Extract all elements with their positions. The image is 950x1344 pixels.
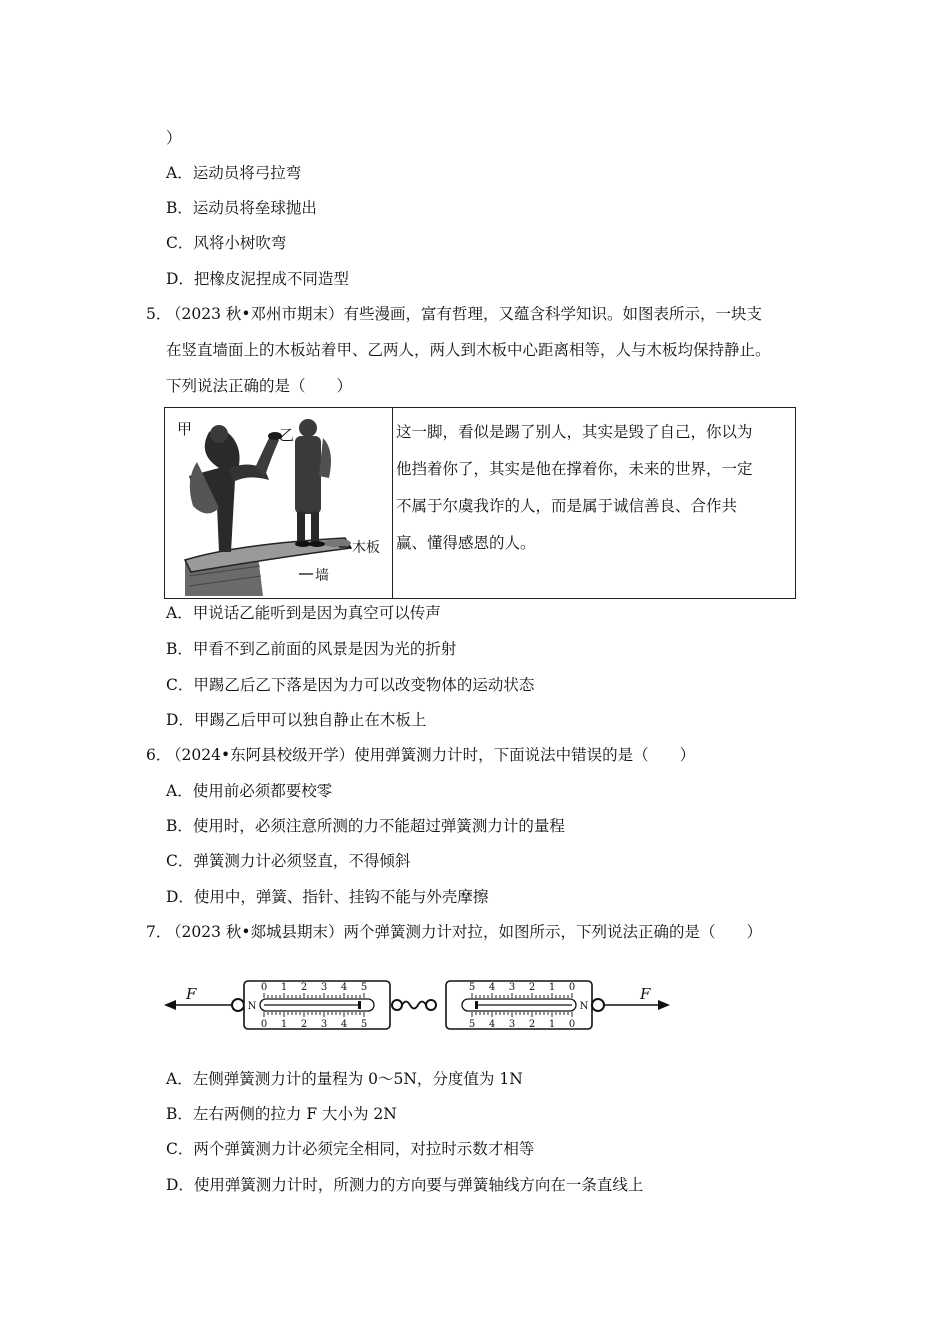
caption-line: 赢、懂得感恩的人。 [396,534,536,552]
q6-option-c[interactable]: C．弹簧测力计必须竖直，不得倾斜 [166,852,411,870]
comic-image [167,410,391,596]
unit-label-right: N [579,1001,589,1012]
q5-number: 5． [146,305,172,323]
tick-label: 5 [360,982,368,993]
label-board: 木板 [352,540,380,556]
tick-label: 1 [280,1019,288,1030]
spring-scales-figure [160,975,680,1037]
q6-option-d[interactable]: D．使用中，弹簧、指针、挂钩不能与外壳摩擦 [166,888,489,906]
label-wall: 墙 [315,568,329,584]
q5-option-a[interactable]: A．甲说话乙能听到是因为真空可以传声 [166,604,441,622]
q5-option-d[interactable]: D．甲踢乙后甲可以独自静止在木板上 [166,711,427,729]
caption-line: 不属于尔虞我诈的人，而是属于诚信善良、合作共 [396,497,738,515]
tick-label: 4 [488,982,496,993]
tick-label: 2 [528,1019,536,1030]
hook-link-icon [402,1002,426,1009]
left-arrow-icon [164,1000,176,1010]
q6-stem: （2024•东阿县校级开学）使用弹簧测力计时，下面说法中错误的是（ ） [166,746,696,764]
q5-option-c[interactable]: C．甲踢乙后乙下落是因为力可以改变物体的运动状态 [166,676,535,694]
tick-label: 5 [468,982,476,993]
q7-option-b[interactable]: B．左右两侧的拉力 F 大小为 2N [166,1105,397,1123]
tick-label: 4 [340,982,348,993]
q6-option-a[interactable]: A．使用前必须都要校零 [166,782,333,800]
tick-label: 3 [320,982,328,993]
q5-stem-line3: 下列说法正确的是（ ） [166,377,353,395]
q4-option-a[interactable]: A．运动员将弓拉弯 [166,164,302,182]
q6-number: 6． [146,746,172,764]
unit-label-left: N [247,1001,257,1012]
q6-option-b[interactable]: B．使用时，必须注意所测的力不能超过弹簧测力计的量程 [166,817,565,835]
q4-option-b[interactable]: B．运动员将垒球抛出 [166,199,317,217]
right-arrow-icon [658,1000,670,1010]
label-yi: 乙 [279,426,295,444]
label-jia: 甲 [177,420,193,438]
tick-label: 0 [260,982,268,993]
tick-label: 0 [568,982,576,993]
tick-label: 0 [568,1019,576,1030]
tick-label: 5 [468,1019,476,1030]
tick-label: 3 [508,1019,516,1030]
q7-option-d[interactable]: D．使用弹簧测力计时，所测力的方向要与弹簧轴线方向在一条直线上 [166,1176,644,1194]
tick-label: 2 [528,982,536,993]
force-label-left: F [186,985,197,1003]
caption-line: 这一脚，看似是踢了别人，其实是毁了自己，你以为 [396,423,753,441]
table-divider [392,408,393,598]
prev-question-tail: ） [166,129,182,147]
force-label-right: F [640,985,651,1003]
q7-number: 7． [146,923,172,941]
q7-stem: （2023 秋•郯城县期末）两个弹簧测力计对拉，如图所示，下列说法正确的是（ ） [166,923,763,941]
q4-option-d[interactable]: D．把橡皮泥捏成不同造型 [166,270,349,288]
tick-label: 1 [548,1019,556,1030]
q7-option-a[interactable]: A．左侧弹簧测力计的量程为 0～5N，分度值为 1N [166,1070,523,1088]
tick-label: 4 [488,1019,496,1030]
q4-option-c[interactable]: C．风将小树吹弯 [166,234,287,252]
tick-label: 3 [508,982,516,993]
tick-label: 0 [260,1019,268,1030]
tick-label: 5 [360,1019,368,1030]
q5-option-b[interactable]: B．甲看不到乙前面的风景是因为光的折射 [166,640,457,658]
tick-label: 4 [340,1019,348,1030]
tick-label: 3 [320,1019,328,1030]
tick-label: 2 [300,982,308,993]
q5-stem-line1: （2023 秋•邓州市期末）有些漫画，富有哲理，又蕴含科学知识。如图表所示，一块支 [166,305,763,323]
caption-line: 他挡着你了，其实是他在撑着你，未来的世界，一定 [396,460,753,478]
comic-caption [396,414,796,562]
q7-option-c[interactable]: C．两个弹簧测力计必须完全相同，对拉时示数才相等 [166,1140,535,1158]
tick-label: 1 [548,982,556,993]
tick-label: 2 [300,1019,308,1030]
q5-figure-table [164,407,796,599]
tick-label: 1 [280,982,288,993]
q5-stem-line2: 在竖直墙面上的木板站着甲、乙两人，两人到木板中心距离相等，人与木板均保持静止。 [166,341,771,359]
